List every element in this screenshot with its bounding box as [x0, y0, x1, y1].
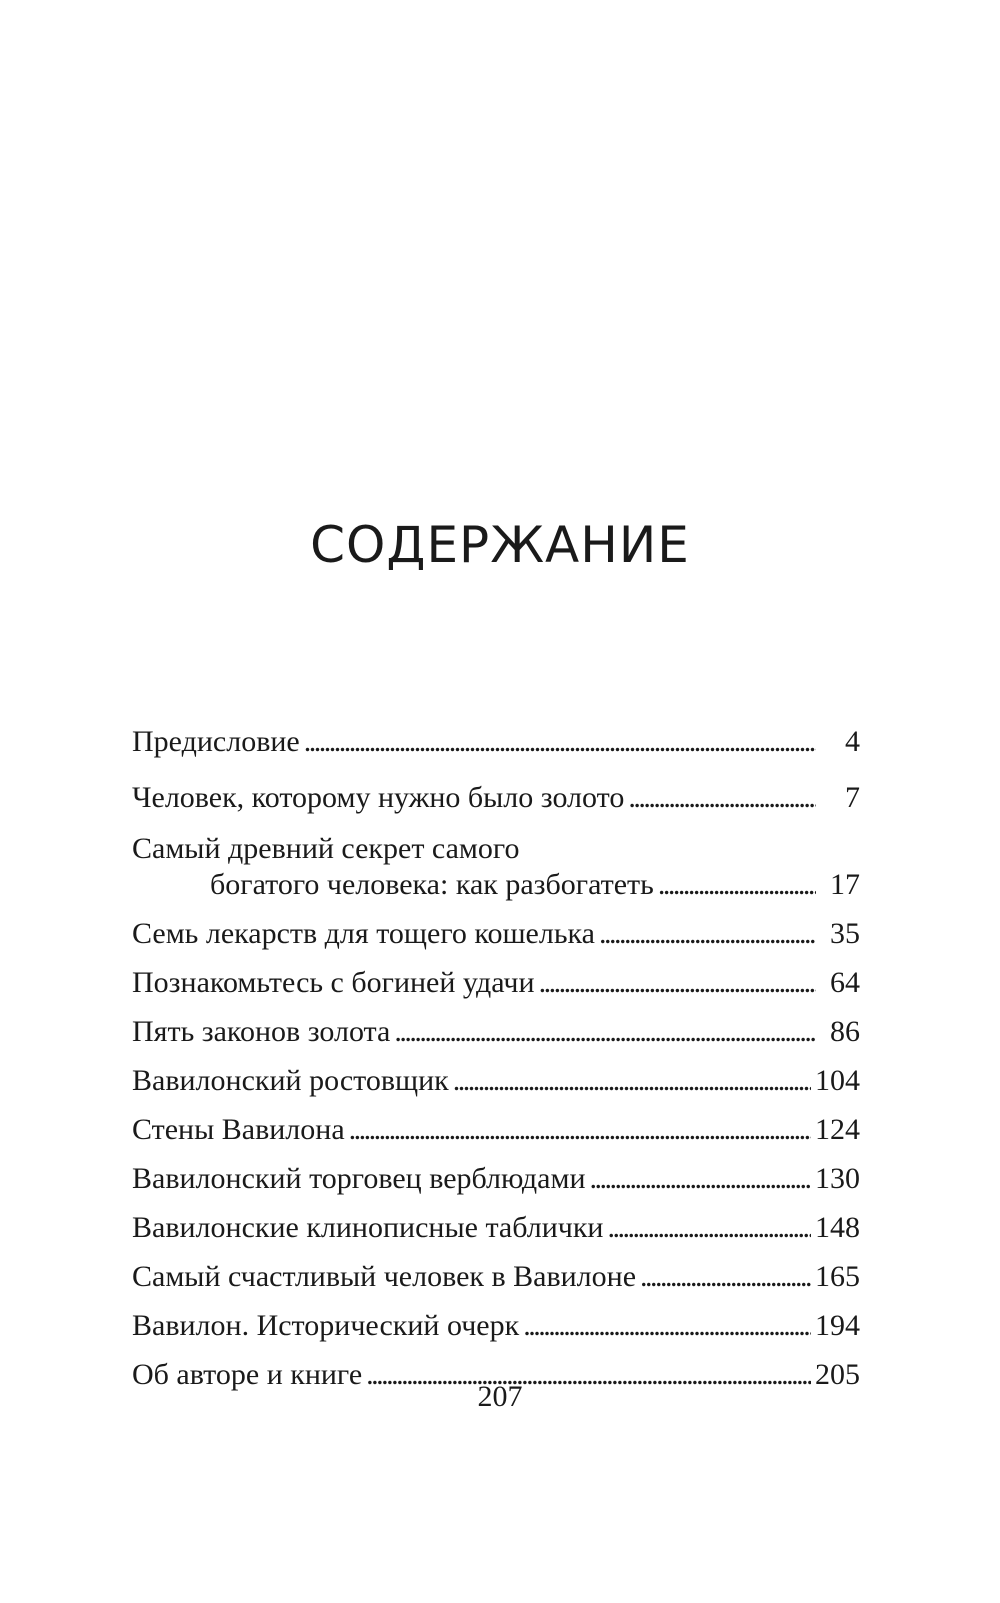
- toc-entry: [132, 781, 860, 830]
- table-of-contents: [132, 725, 860, 1407]
- toc-leader-dots: [394, 1015, 816, 1049]
- toc-entry-title: Предисловие: [132, 725, 300, 758]
- toc-entry-preface: [132, 725, 860, 781]
- toc-entry: [132, 1113, 860, 1162]
- toc-entry-page: 124: [815, 1113, 860, 1146]
- toc-leader-dots: [523, 1309, 811, 1343]
- toc-entry: [132, 1162, 860, 1211]
- toc-entry-title-line2: богатого человека: как разбогатеть: [210, 868, 654, 901]
- toc-entry: [132, 1260, 860, 1309]
- toc-entry: [132, 1015, 860, 1064]
- toc-entry-page: 4: [845, 725, 860, 758]
- toc-entry-page: 165: [815, 1260, 860, 1293]
- toc-leader-dots: [608, 1211, 812, 1245]
- toc-leader-dots: [590, 1162, 811, 1196]
- toc-entry: [132, 966, 860, 1015]
- toc-entry-title: Семь лекарств для тощего кошелька: [132, 917, 595, 950]
- toc-leader-dots: [640, 1260, 811, 1294]
- toc-entry: [132, 917, 860, 966]
- toc-entry-wrapped: [132, 830, 860, 917]
- toc-entry-page: 7: [845, 781, 860, 814]
- page-title: СОДЕРЖАНИЕ: [310, 516, 690, 574]
- toc-entry-page: 205: [815, 1358, 860, 1391]
- toc-entry-title-line2-row: [132, 868, 860, 917]
- toc-entry-page: 148: [815, 1211, 860, 1244]
- toc-entry-title: Вавилонский торговец верблюдами: [132, 1162, 586, 1195]
- toc-leader-dots: [304, 725, 816, 759]
- toc-entry: [132, 1064, 860, 1113]
- toc-leader-dots: [658, 868, 816, 902]
- toc-leader-dots: [539, 966, 816, 1000]
- toc-entry-title: Об авторе и книге: [132, 1358, 363, 1391]
- toc-entry-page: 35: [830, 917, 860, 950]
- toc-entry-page: 86: [830, 1015, 860, 1048]
- toc-entry-title: Стены Вавилона: [132, 1113, 345, 1146]
- toc-entry-title: Вавилон. Исторический очерк: [132, 1309, 520, 1342]
- toc-entry-title: Познакомьтесь с богиней удачи: [132, 966, 535, 999]
- toc-leader-dots: [628, 781, 816, 815]
- toc-entry-title: Самый счастливый человек в Вавилоне: [132, 1260, 637, 1293]
- toc-entry-page: 64: [830, 966, 860, 999]
- toc-entry-page: 104: [815, 1064, 860, 1097]
- toc-entry: [132, 1309, 860, 1358]
- toc-entry-title: Вавилонский ростовщик: [132, 1064, 449, 1097]
- toc-entry-page: 194: [815, 1309, 860, 1342]
- toc-entry-title: Вавилонские клинописные таблички: [132, 1211, 604, 1244]
- toc-leader-dots: [349, 1113, 811, 1147]
- toc-entry-page: 17: [830, 868, 860, 901]
- toc-leader-dots: [599, 917, 816, 951]
- toc-entry-title: Человек, которому нужно было золото: [132, 781, 625, 814]
- toc-leader-dots: [453, 1064, 811, 1098]
- toc-entry-title-line1: Самый древний секрет самого: [132, 832, 520, 865]
- page-number: 207: [477, 1380, 523, 1413]
- toc-entry-page: 130: [815, 1162, 860, 1195]
- toc-entry: [132, 1211, 860, 1260]
- toc-entry-title: Пять законов золота: [132, 1015, 391, 1048]
